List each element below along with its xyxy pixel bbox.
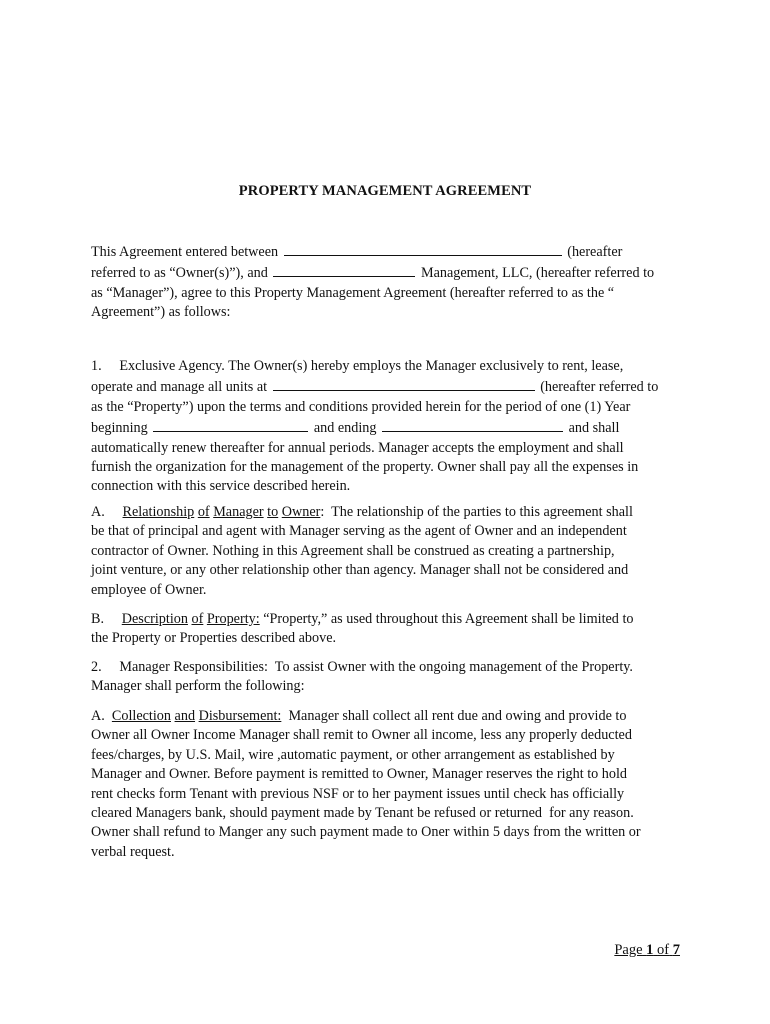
intro-text: (hereafter <box>567 244 623 260</box>
section-text: contractor of Owner. Nothing in this Agreement shall be construed as creating a partnership, <box>91 542 615 559</box>
section-text: as the “Property”) upon the terms and conditions provided herein for the period of one (1) Year <box>91 398 631 415</box>
heading-word: Manager <box>213 504 264 520</box>
section-text: “Property,” as used throughout this Agreement shall be limited to <box>259 611 634 627</box>
heading-word: Disbursement: <box>198 708 282 724</box>
end-date-blank <box>382 417 563 432</box>
section-b-description <box>91 610 681 649</box>
section-text: (hereafter referred to <box>540 379 659 396</box>
section-number: A. <box>91 708 105 724</box>
section-text: Owner shall refund to Manger any such payment made to Oner within 5 days from the written or <box>91 824 641 841</box>
heading-word: Property: <box>206 611 260 627</box>
heading-word: to <box>267 504 279 520</box>
page-label: Page <box>614 942 643 958</box>
section-text: verbal request. <box>91 843 175 860</box>
begin-date-blank <box>153 417 308 432</box>
manager-name-blank <box>273 262 415 277</box>
intro-paragraph <box>91 241 681 323</box>
of-label: of <box>657 942 670 958</box>
intro-text: Agreement”) as follows: <box>91 304 231 321</box>
heading-word: of <box>191 611 204 627</box>
section-1-exclusive-agency <box>91 357 681 497</box>
section-text: employee of Owner. <box>91 581 207 598</box>
section-text: connection with this service described herein. <box>91 478 351 495</box>
total-pages-number: 7 <box>672 942 680 958</box>
section-text: 2. Manager Responsibilities: To assist Owner with the ongoing management of the Property. <box>91 659 633 675</box>
heading-word: of <box>197 504 210 520</box>
section-text: and ending <box>313 420 377 437</box>
section-text: automatically renew thereafter for annual periods. Manager accepts the employment and shall <box>91 439 624 456</box>
heading-word: Relationship <box>122 504 195 520</box>
section-text: Owner all Owner Income Manager shall remit to Owner all income, less any properly deducted <box>91 727 632 744</box>
section-text: Manager and Owner. Before payment is remitted to Owner, Manager reserves the right to hold <box>91 766 628 783</box>
heading-word: and <box>174 708 196 724</box>
intro-text: as “Manager”), agree to this Property Management Agreement (hereafter referred to as the “ <box>91 284 615 301</box>
section-number: B. <box>91 611 105 627</box>
section-text: rent checks form Tenant with previous NSF or to her payment issues until check has officially <box>91 785 625 802</box>
page-number-footer <box>614 942 680 959</box>
section-text: Manager shall perform the following: <box>91 678 305 695</box>
section-text: furnish the organization for the management of the property. Owner shall pay all the expenses in <box>91 459 639 476</box>
section-text: and shall <box>568 420 620 437</box>
section-2a-collection <box>91 707 681 862</box>
section-text: cleared Managers bank, should payment made by Tenant be refused or returned for any reason. <box>91 805 634 822</box>
property-address-blank <box>273 376 535 391</box>
section-text: Manager shall collect all rent due and owing and provide to <box>281 708 627 724</box>
section-text: : The relationship of the parties to this agreement shall <box>320 504 633 520</box>
section-text: 1. Exclusive Agency. The Owner(s) hereby employs the Manager exclusively to rent, lease, <box>91 358 624 374</box>
section-text: be that of principal and agent with Manager serving as the agent of Owner and an independent <box>91 523 627 540</box>
section-text: beginning <box>91 420 148 437</box>
section-text: joint venture, or any other relationship other than agency. Manager shall not be considered and <box>91 562 629 579</box>
heading-word: Description <box>121 611 188 627</box>
document-title: PROPERTY MANAGEMENT AGREEMENT <box>238 183 532 199</box>
intro-text: referred to as “Owner(s)”), and <box>91 265 268 282</box>
section-text: fees/charges, by U.S. Mail, wire ,automatic payment, or other arrangement as established by <box>91 746 615 763</box>
section-2-manager-responsibilities <box>91 658 681 697</box>
section-a-relationship <box>91 503 681 600</box>
section-text: the Property or Properties described above. <box>91 630 337 647</box>
section-number: A. <box>91 504 105 520</box>
heading-word: Collection <box>111 708 171 724</box>
section-text: operate and manage all units at <box>91 379 268 396</box>
intro-text: This Agreement entered between <box>91 244 279 260</box>
current-page-number: 1 <box>646 942 654 958</box>
heading-word: Owner <box>281 504 321 520</box>
intro-text: Management, LLC, (hereafter referred to <box>420 265 655 282</box>
owner-name-blank <box>284 241 562 256</box>
